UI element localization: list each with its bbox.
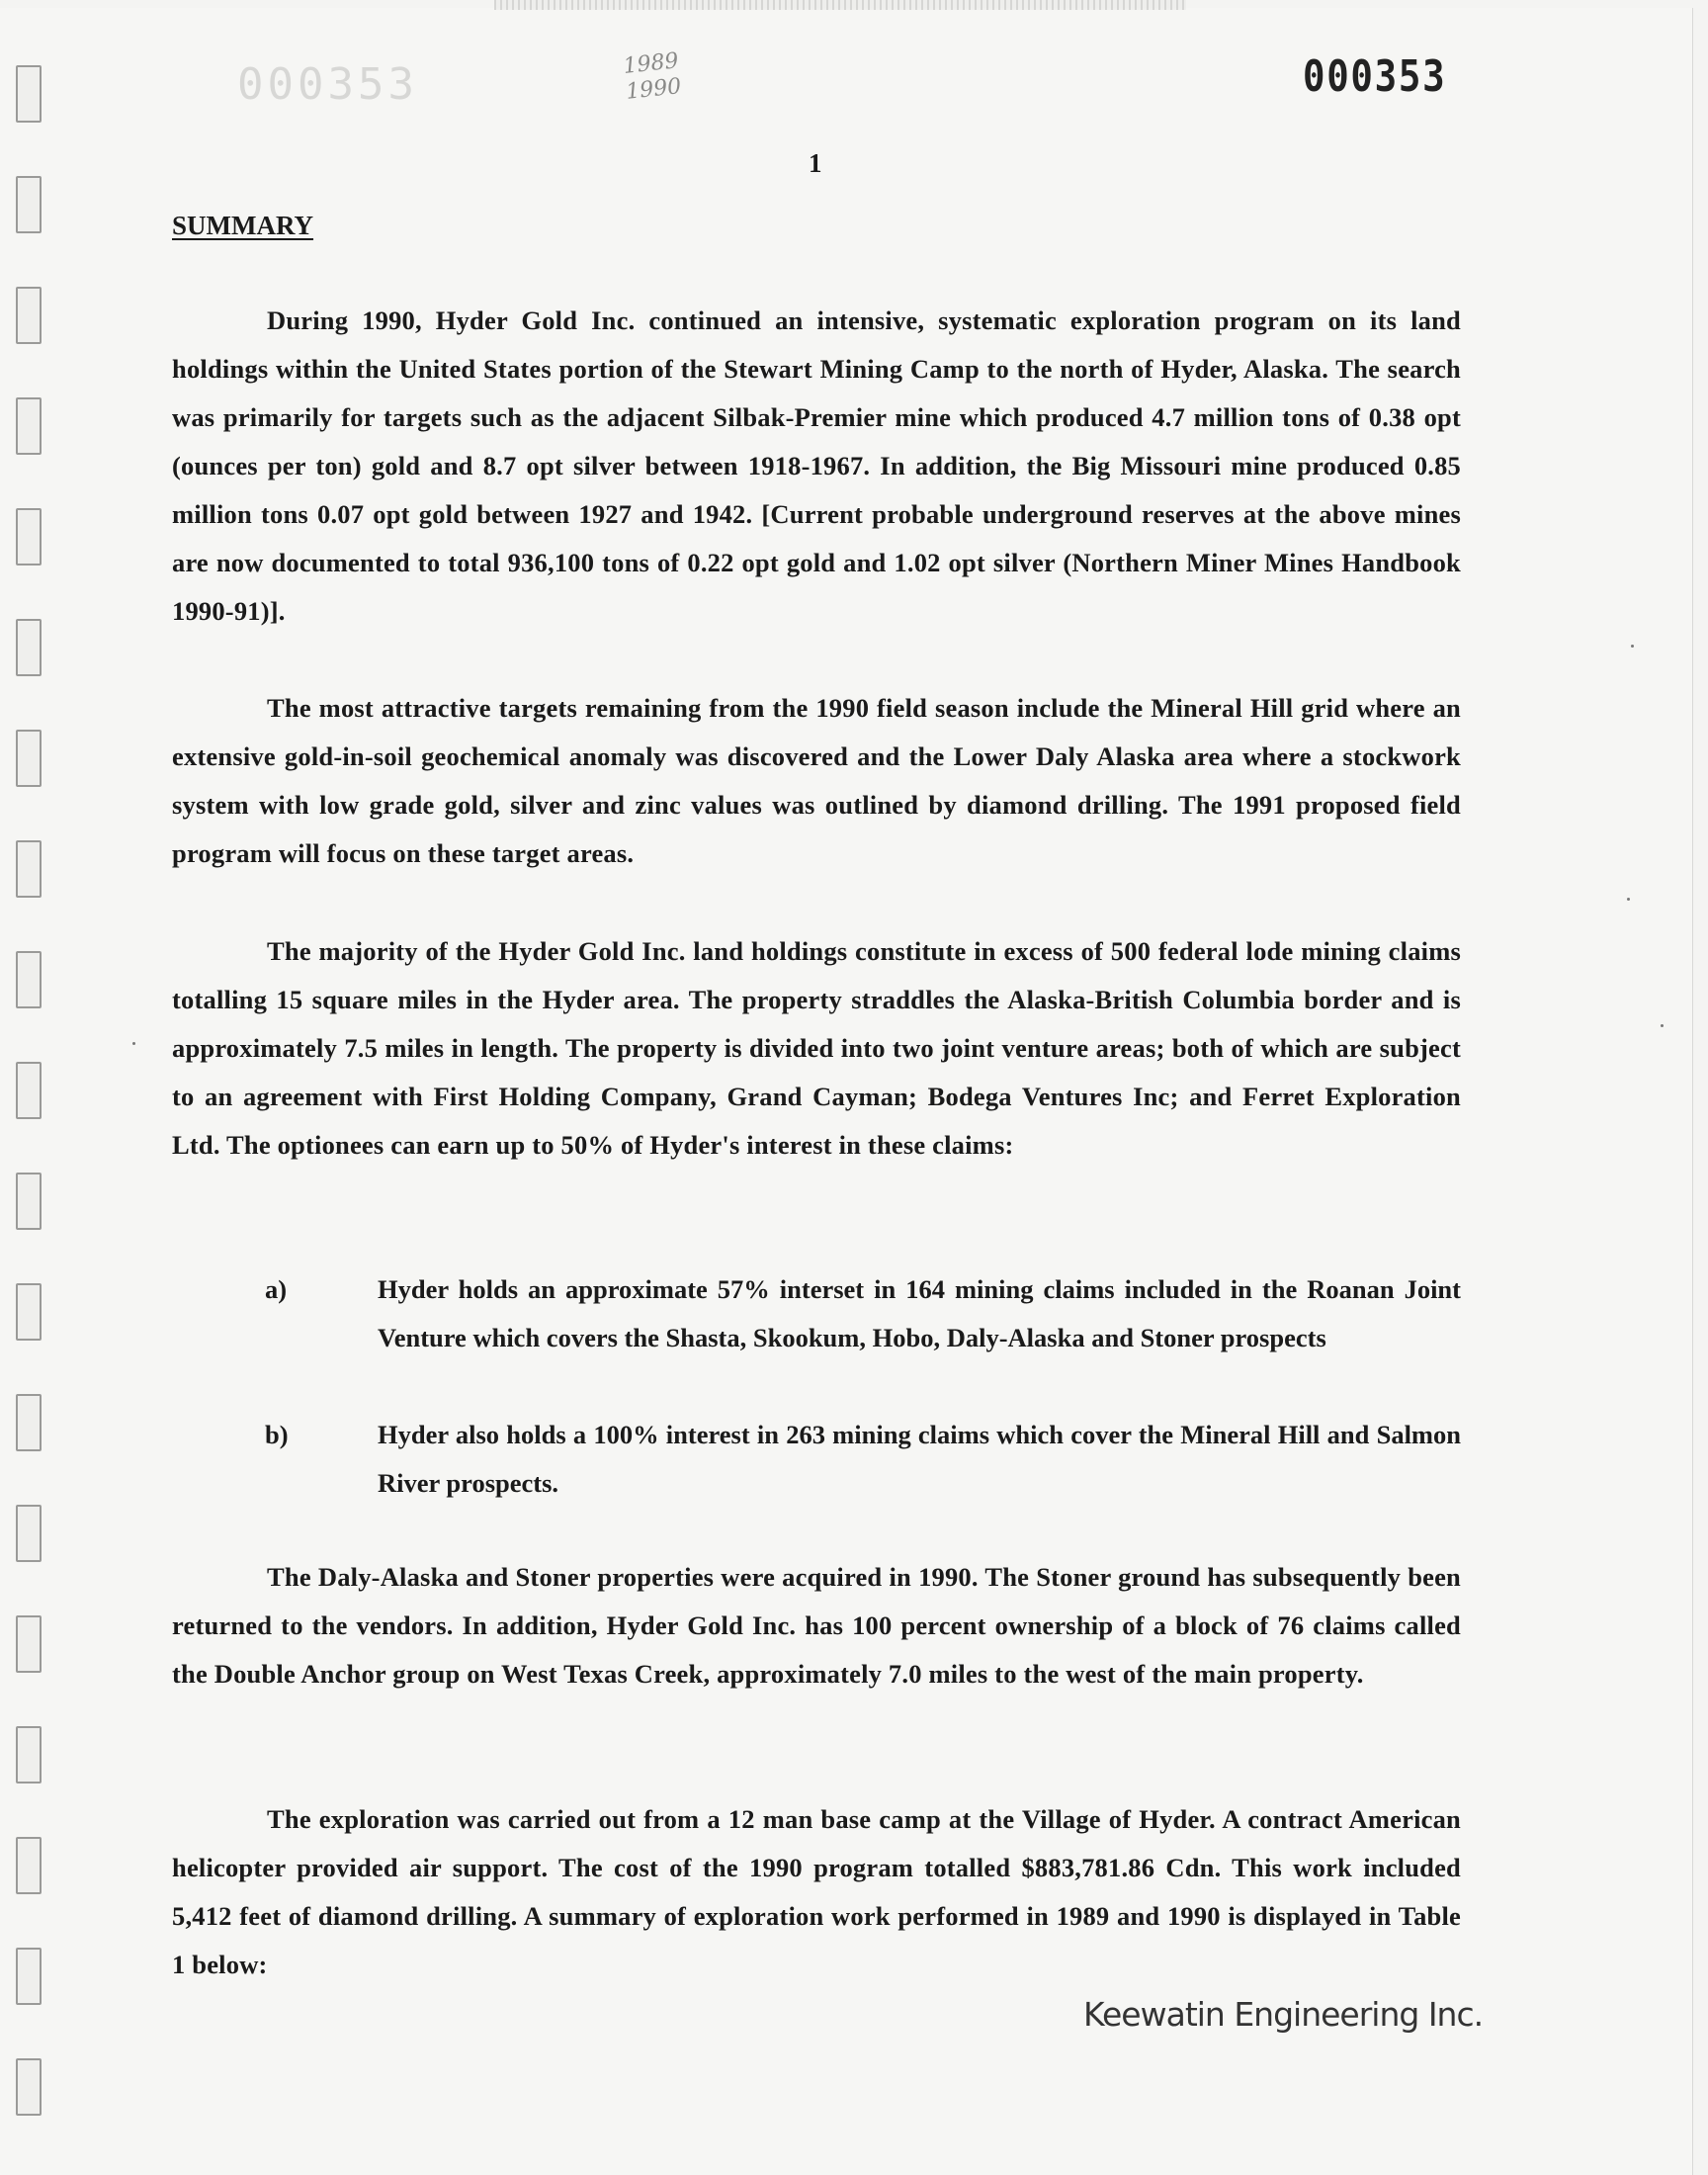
list-item-text: Hyder holds an approximate 57% interset in 164 mining claims included in the Roanan Joint Venture which covers the Shasta, Skookum, Hobo, Daly-Alaska and Stoner prospects — [378, 1274, 1461, 1352]
document-number: 000353 — [1303, 51, 1447, 102]
binder-hole — [16, 176, 42, 233]
binder-hole — [16, 1505, 42, 1562]
list-marker: a) — [265, 1274, 288, 1304]
paragraph-properties: The Daly-Alaska and Stoner properties were acquired in 1990. The Stoner ground has subsequently been returned to the vendors. In addition, Hyder Gold Inc. has 100 percent ownership of a block of 76 claims called the Double Anchor group on West Texas Creek, approximately 7.0 miles to the west of the main property. — [172, 1562, 1461, 1689]
scan-speck — [132, 1042, 135, 1045]
paragraph-exploration-cost: The exploration was carried out from a 12 man base camp at the Village of Hyder. A contract American helicopter provided air support. The cost of the 1990 program totalled $883,781.86 Cdn. This work included 5,412 feet of diamond drilling. A summary of exploration work performed in 1989 and 1990 is displayed in Table 1 below: — [172, 1804, 1461, 1979]
paragraph-intro: During 1990, Hyder Gold Inc. continued an intensive, systematic exploration program on its land holdings within the United States portion of the Stewart Mining Camp to the north of Hyder, Alaska. The search was primarily for targets such as the adjacent Silbak-Premier mine which produced 4.7 million tons of 0.38 opt (ounces per ton) gold and 8.7 opt silver between 1918-1967. In addition, the Big Missouri mine produced 0.85 million tons 0.07 opt gold between 1927 and 1942. [Current probable underground reserves at the above mines are now documented to total 936,100 tons of 0.22 opt gold and 1.02 opt silver (Northern Miner Mines Handbook 1990-91)]. — [172, 305, 1461, 626]
binder-hole — [16, 1283, 42, 1341]
scan-speck — [1631, 645, 1634, 648]
section-title: SUMMARY — [172, 211, 314, 240]
binder-hole — [16, 1062, 42, 1119]
list-item-text: Hyder also holds a 100% interest in 263 mining claims which cover the Mineral Hill and Salmon River prospects. — [378, 1420, 1461, 1498]
list-item-a — [265, 1265, 1461, 1362]
paragraph-land-holdings: The majority of the Hyder Gold Inc. land holdings constitute in excess of 500 federal lode mining claims totalling 15 square miles in the Hyder area. The property straddles the Alaska-British Columbia border and is approximately 7.5 miles in length. The property is divided into two joint venture areas; both of which are subject to an agreement with First Holding Company, Grand Cayman; Bodega Ventures Inc; and Ferret Exploration Ltd. The optionees can earn up to 50% of Hyder's interest in these claims: — [172, 936, 1461, 1160]
scan-speck — [1627, 898, 1630, 901]
binder-hole — [16, 508, 42, 566]
binder-hole — [16, 619, 42, 676]
binder-hole — [16, 1394, 42, 1451]
binder-hole — [16, 2058, 42, 2116]
faded-stamp-number: 000353 — [237, 59, 418, 110]
binder-hole — [16, 397, 42, 455]
binder-hole — [16, 1837, 42, 1894]
scan-speck — [1661, 1024, 1664, 1027]
handwritten-year-1: 1989 — [622, 48, 680, 79]
list-item-b — [265, 1411, 1461, 1508]
binder-hole — [16, 730, 42, 787]
binder-hole — [16, 1615, 42, 1673]
binding-edge — [494, 0, 1186, 10]
page-number: 1 — [809, 148, 822, 178]
binder-hole — [16, 65, 42, 123]
binder-hole — [16, 1948, 42, 2005]
binder-hole — [16, 951, 42, 1008]
handwritten-annotation — [622, 48, 682, 106]
paragraph-targets: The most attractive targets remaining from the 1990 field season include the Mineral Hill grid where an extensive gold-in-soil geochemical anomaly was discovered and the Lower Daly Alaska area where a stockwork system with low grade gold, silver and zinc values was outlined by diamond drilling. The 1991 proposed field program will focus on these target areas. — [172, 693, 1461, 868]
binder-hole — [16, 840, 42, 898]
handwritten-year-2: 1990 — [625, 74, 683, 105]
company-footer: Keewatin Engineering Inc. — [1083, 1995, 1484, 2034]
binder-hole — [16, 1726, 42, 1784]
binder-holes — [16, 65, 45, 2122]
list-marker: b) — [265, 1420, 289, 1449]
binder-hole — [16, 1173, 42, 1230]
binder-hole — [16, 287, 42, 344]
